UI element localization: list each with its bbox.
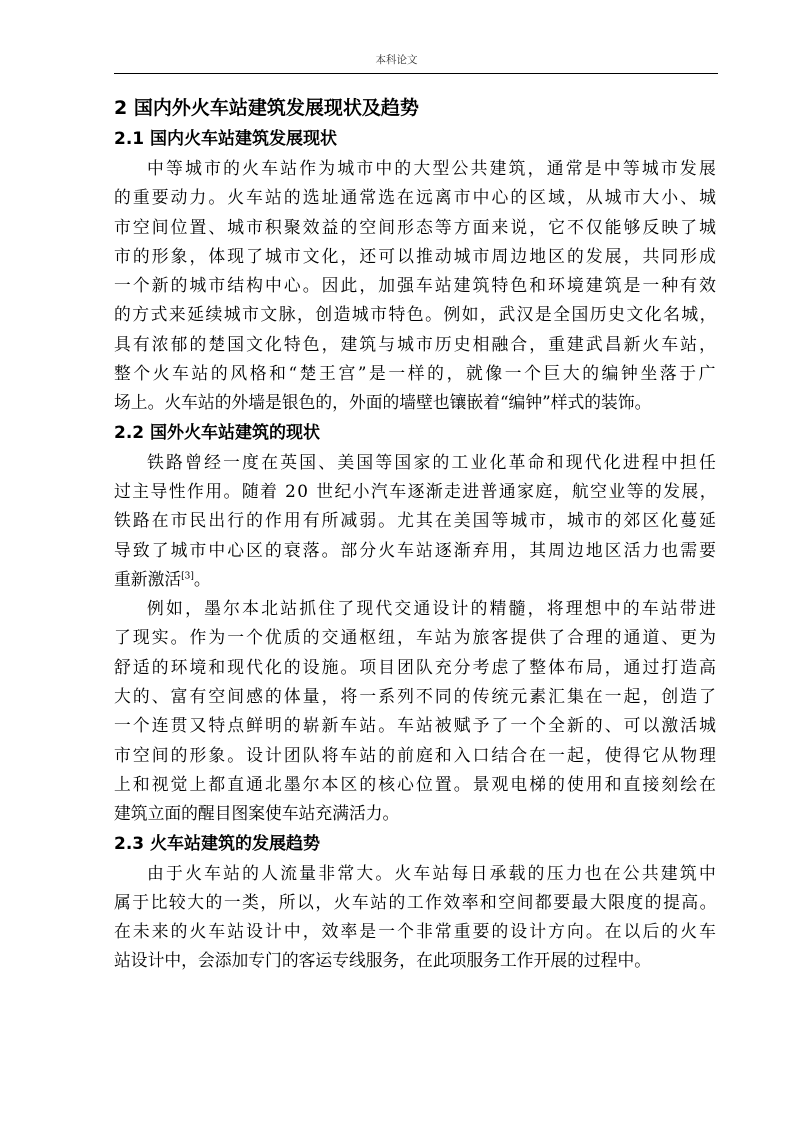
text-line: 整个火车站的风格和“楚王宫”是一样的，就像一个巨大的编钟坐落于广: [114, 363, 718, 384]
text-fragment: 。: [193, 568, 211, 589]
running-header: 本科论文: [375, 54, 418, 66]
page-body: [114, 92, 718, 976]
text-line: 导致了城市中心区的衰落。部分火车站逐渐弃用，其周边地区活力也需要: [114, 539, 718, 560]
paragraph-2-1-1: [114, 154, 718, 418]
header-rule: [114, 73, 718, 74]
text-line: 一个连贯又特点鲜明的崭新车站。车站被赋予了一个全新的、可以激活城: [114, 715, 718, 736]
text-line: 市空间位置、城市积聚效益的空间形态等方面来说，它不仅能够反映了城: [114, 216, 718, 237]
section-heading-2-3: 2.3 火车站建筑的发展趋势: [114, 833, 321, 854]
text-line: [114, 565, 718, 594]
text-line: 铁路在市民出行的作用有所减弱。尤其在美国等城市，城市的郊区化蔓延: [114, 510, 718, 531]
section-heading-2-2: 2.2 国外火车站建筑的现状: [114, 422, 321, 443]
section-heading-2-1: 2.1 国内火车站建筑发展现状: [114, 129, 338, 149]
paragraph-2-3-1: [114, 859, 718, 976]
text-line: 上和视觉上都直通北墨尔本区的核心位置。景观电梯的使用和直接刻绘在: [114, 773, 718, 794]
chapter-heading: 2 国内外火车站建筑发展现状及趋势: [114, 97, 419, 119]
text-line: 市空间的形象。设计团队将车站的前庭和入口结合在一起，使得它从物理: [114, 744, 718, 765]
text-line: 的方式来延续城市文脉，创造城市特色。例如，武汉是全国历史文化名城，: [114, 304, 718, 325]
citation-ref: [3]: [181, 571, 194, 582]
text-line: 铁路曾经一度在英国、美国等国家的工业化革命和现代化进程中担任: [147, 451, 718, 472]
text-line: 例如，墨尔本北站抓住了现代交通设计的精髓，将理想中的车站带进: [147, 598, 718, 619]
text-line: 市的形象，体现了城市文化，还可以推动城市周边地区的发展，共同形成: [114, 245, 718, 266]
text-line: 站设计中，会添加专门的客运专线服务，在此项服务工作开展的过程中。: [114, 950, 652, 971]
text-line: 过主导性作用。随着 20 世纪小汽车逐渐走进普通家庭，航空业等的发展，: [114, 480, 719, 501]
text-line: 属于比较大的一类，所以，火车站的工作效率和空间都要最大限度的提高。: [114, 891, 718, 912]
text-line: 由于火车站的人流量非常大。火车站每日承载的压力也在公共建筑中: [147, 862, 718, 883]
text-line: 了现实。作为一个优质的交通枢纽，车站为旅客提供了合理的通道、更为: [114, 627, 718, 648]
text-line: 具有浓郁的楚国文化特色，建筑与城市历史相融合，重建武昌新火车站，: [114, 333, 718, 354]
text-line: 建筑立面的醒目图案使车站充满活力。: [114, 803, 400, 824]
text-line: 一个新的城市结构中心。因此，加强车站建筑特色和环境建筑是一种有效: [114, 275, 718, 296]
text-line: 中等城市的火车站作为城市中的大型公共建筑，通常是中等城市发展: [147, 158, 718, 178]
text-fragment: 重新激活: [114, 568, 182, 589]
text-line: 场上。火车站的外墙是银色的，外面的墙壁也镶嵌着“编钟”样式的装饰。: [114, 392, 652, 413]
paragraph-2-2-1: [114, 448, 718, 594]
text-line: 大的、富有空间感的体量，将一系列不同的传统元素汇集在一起，创造了: [114, 686, 718, 707]
text-line: 的重要动力。火车站的选址通常选在远离市中心的区域，从城市大小、城: [114, 187, 718, 208]
text-line: 在未来的火车站设计中，效率是一个非常重要的设计方向。在以后的火车: [114, 921, 718, 942]
paragraph-2-2-2: [114, 594, 718, 828]
text-line: 舒适的环境和现代化的设施。项目团队充分考虑了整体布局，通过打造高: [114, 656, 718, 677]
